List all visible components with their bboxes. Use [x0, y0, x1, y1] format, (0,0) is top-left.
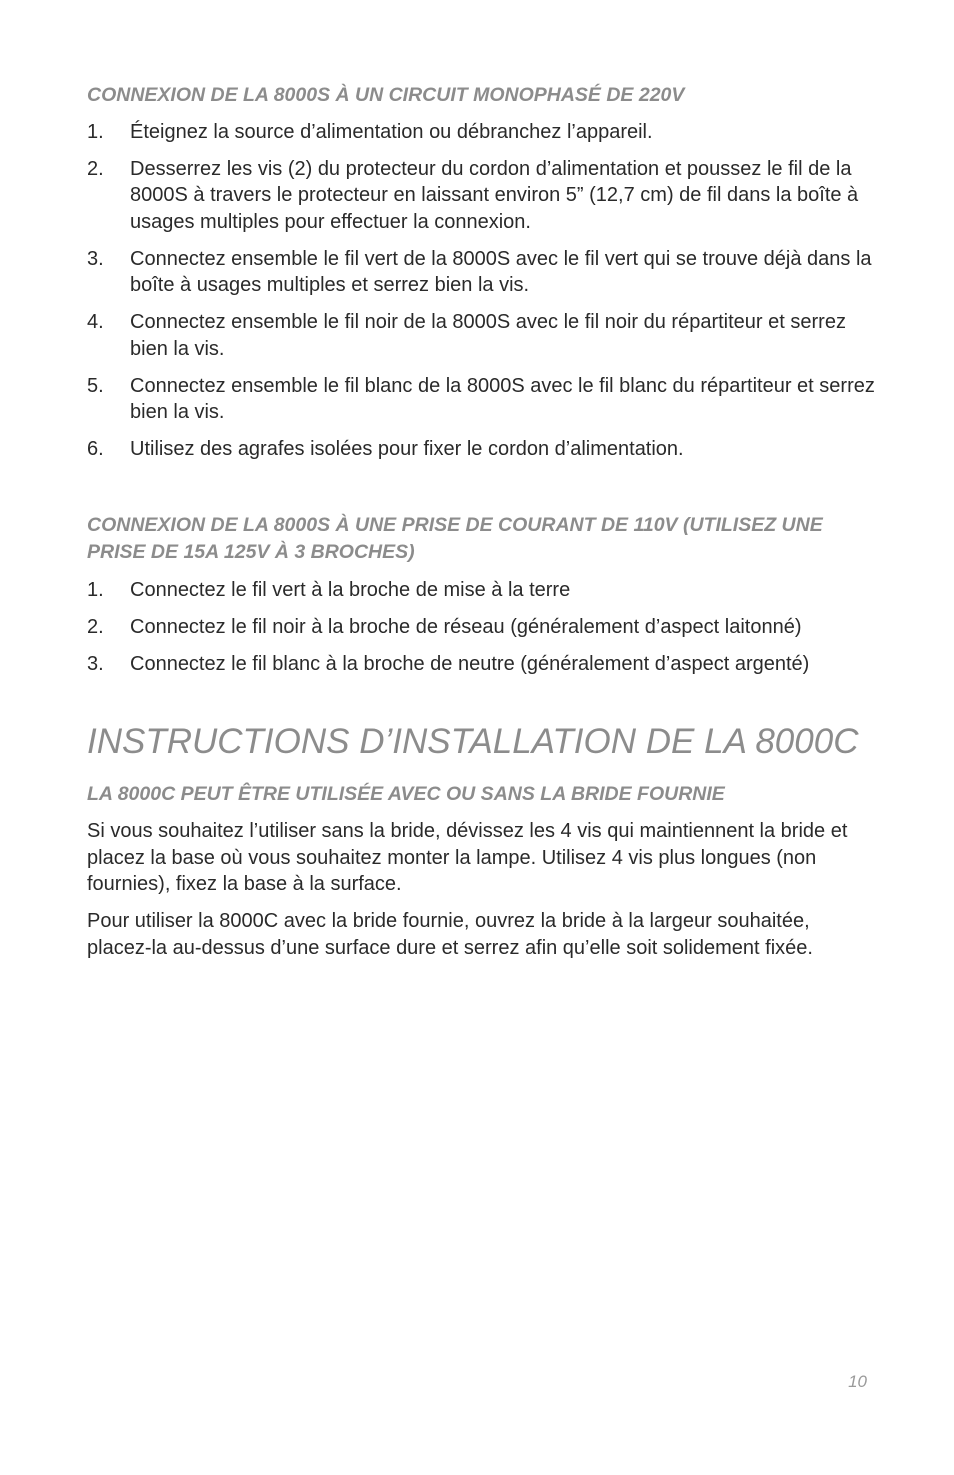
step-text: Connectez ensemble le fil noir de la 8000S avec le fil noir du répartiteur et serrez bien la vis. [130, 311, 846, 360]
step-text: Desserrez les vis (2) du protecteur du cordon d’alimentation et poussez le fil de la 8000S à travers le protecteur en laissant environ 5” (12,7 cm) de fil dans la boîte à usages multiples pour effectuer la connexion. [130, 157, 859, 233]
list-item [87, 156, 877, 236]
step-number: 2. [87, 157, 104, 180]
list-item [87, 309, 877, 362]
step-number: 2. [87, 615, 104, 638]
step-text: Utilisez des agrafes isolées pour fixer le cordon d’alimentation. [130, 438, 684, 460]
page-number: 10 [848, 1372, 867, 1391]
step-number: 3. [87, 652, 104, 675]
step-number: 1. [87, 120, 104, 143]
step-number: 4. [87, 311, 104, 333]
paragraph: Pour utiliser la 8000C avec la bride fournie, ouvrez la bride à la largeur souhaitée, placez-la au-dessus d’une surface dure et serrez afin qu’elle soit solidement fixée. [87, 910, 813, 959]
step-text: Connectez le fil blanc à la broche de neutre (généralement d’aspect argenté) [130, 652, 810, 675]
steps-220v-list [87, 108, 877, 463]
list-item [87, 436, 877, 463]
step-number: 6. [87, 438, 104, 460]
section-110v-heading: CONNEXION DE LA 8000S À UNE PRISE DE COURANT DE 110V (UTILISEZ UNE PRISE DE 15A 125V À 3 BROCHES) [87, 514, 823, 563]
list-item [87, 577, 887, 604]
step-text: Connectez le fil vert à la broche de mise à la terre [130, 578, 571, 601]
section-8000c-subheading: LA 8000C PEUT ÊTRE UTILISÉE AVEC OU SANS LA BRIDE FOURNIE [87, 783, 725, 805]
steps-110v-list [87, 566, 887, 677]
list-item [87, 614, 887, 641]
step-number: 5. [87, 374, 104, 397]
section-220v-heading: CONNEXION DE LA 8000S À UN CIRCUIT MONOPHASÉ DE 220V [87, 84, 685, 106]
list-item [87, 651, 887, 678]
step-number: 3. [87, 247, 104, 270]
step-number: 1. [87, 578, 104, 601]
list-item [87, 119, 877, 146]
section-8000c-title: INSTRUCTIONS D’INSTALLATION DE LA 8000C [87, 722, 859, 761]
step-text: Éteignez la source d’alimentation ou débranchez l’appareil. [130, 120, 653, 143]
step-text: Connectez ensemble le fil vert de la 8000S avec le fil vert qui se trouve déjà dans la boîte à usages multiples et serrez bien la vis. [130, 247, 872, 296]
list-item [87, 373, 877, 426]
list-item [87, 246, 877, 299]
step-text: Connectez le fil noir à la broche de réseau (généralement d’aspect laitonné) [130, 615, 802, 638]
step-text: Connectez ensemble le fil blanc de la 8000S avec le fil blanc du répartiteur et serrez bien la vis. [130, 374, 875, 423]
paragraph: Si vous souhaitez l’utiliser sans la bride, dévissez les 4 vis qui maintiennent la bride et placez la base où vous souhaitez monter la lampe. Utilisez 4 vis plus longues (non fournies), fixez la base à la surface. [87, 820, 848, 895]
